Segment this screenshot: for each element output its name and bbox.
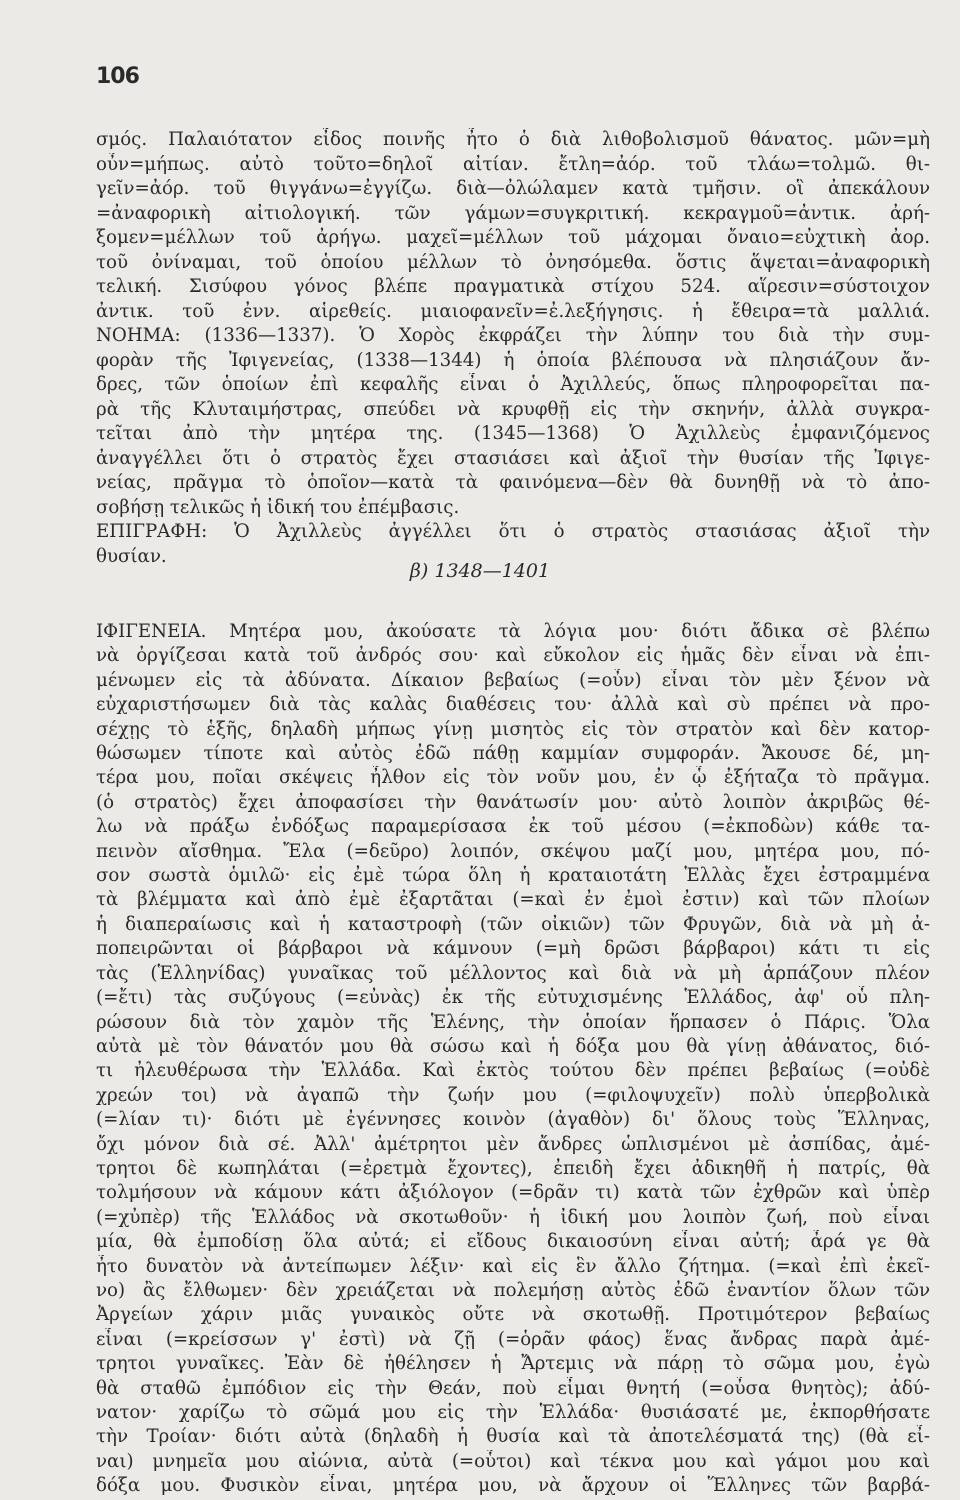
- commentary-line: σμός. Παλαιότατον εἶδος ποινῆς ἦτο ὁ διὰ λιθοβολισμοῦ θάνατος. μῶν=μὴ: [96, 129, 930, 150]
- translation-line: τολμήσουν νὰ κάμουν κάτι ἀξιόλογον (=δρᾶν τι) κατὰ τῶν ἐχθρῶν καὶ ὑπὲρ: [96, 1182, 930, 1204]
- translation-line: τέρα μου, ποῖαι σκέψεις ἦλθον εἰς τὸν νοῦν μου, ἐν ᾧ ἐξήταζα τὸ πρᾶγμα.: [96, 767, 930, 789]
- translation-line: θώσωμεν τίποτε καὶ αὐτὸς ἐδῶ πάθῃ καμμίαν συμφοράν. Ἄκουσε δέ, μη-: [96, 743, 930, 765]
- translation-line: (=ἔτι) τὰς συζύγους (=εὐνὰς) ἐκ τῆς εὐτυχισμένης Ἑλλάδος, ἀφ' οὗ πλη-: [96, 987, 930, 1009]
- commentary-line: τεῖται ἀπὸ τὴν μητέρα της. (1345—1368) Ὁ Ἀχιλλεὺς ἐμφανιζόμενος: [96, 423, 930, 444]
- translation-line: χρεών τοι) νὰ ἀγαπῶ τὴν ζωήν μου (=φιλοψυχεῖν) πολὺ ὑπερβολικὰ: [96, 1084, 930, 1106]
- translation-line: ποπειρῶνται οἱ βάρβαροι νὰ κάμνουν (=μὴ δρῶσι βάρβαροι) κάτι τι εἰς: [96, 938, 930, 960]
- translation-line: μία, θὰ ἐμποδίσῃ ὅλα αὐτά; εἰ εἴδους δικαιοσύνη εἶναι αὐτή; ἆρά γε θὰ: [96, 1231, 930, 1253]
- translation-line: εἶναι (=κρείσσων γ' ἐστὶ) νὰ ζῇ (=ὁρᾶν φάος) ἕνας ἄνδρας παρὰ ἀμέ-: [96, 1328, 930, 1350]
- commentary-block: [96, 128, 930, 569]
- translation-line: λω νὰ πράξω ἐνδόξως παραμερίσασα ἐκ τοῦ μέσου (=ἐκποδὼν) κάθε τα-: [96, 816, 930, 838]
- translation-line: τὴν Τροίαν· διότι αὐτὰ (δηλαδὴ ἡ θυσία καὶ τὰ ἀποτελέσματά της) (θὰ εἶ-: [96, 1426, 930, 1448]
- translation-line: δόξα μου. Φυσικὸν εἶναι, μητέρα μου, νὰ ἄρχουν οἱ Ἕλληνες τῶν βαρβά-: [96, 1475, 930, 1497]
- commentary-line: οὖν=μήπως. αὐτὸ τοῦτο=δηλοῖ αἰτίαν. ἔτλη=ἀόρ. τοῦ τλάω=τολμῶ. θι-: [96, 153, 930, 175]
- commentary-line: θυσίαν.: [96, 545, 167, 567]
- commentary-line: ρὰ τῆς Κλυταιμήστρας, σπεύδει νὰ κρυφθῇ εἰς τὴν σκηνήν, ἀλλὰ συγκρα-: [96, 398, 930, 420]
- commentary-line: σοβήσῃ τελικῶς ἡ ἰδική του ἐπέμβασις.: [96, 496, 460, 518]
- translation-line: πεινὸν αἴσθημα. Ἔλα (=δεῦρο) λοιπόν, σκέψου μαζί μου, μητέρα μου, πό-: [96, 840, 930, 862]
- translation-line: ρώσουν διὰ τὸν χαμὸν τῆς Ἑλένης, τὴν ὁποίαν ἥρπασεν ὁ Πάρις. Ὅλα: [96, 1011, 930, 1033]
- translation-line: θὰ σταθῶ ἐμπόδιον εἰς τὴν Θεάν, ποὺ εἶμαι θνητή (=οὖσα θνητὸς); ἀδύ-: [96, 1377, 930, 1399]
- translation-line: νο) ἂς ἔλθωμεν· δὲν χρειάζεται νὰ πολεμήσῃ αὐτὸς ἐδῶ ἐναντίον ὅλων τῶν: [96, 1279, 930, 1301]
- translation-line: ναι) μνημεῖα μου αἰώνια, αὐτὰ (=οὗτοι) καὶ τέκνα μου καὶ γάμοι μου καὶ: [96, 1450, 930, 1472]
- commentary-line: γεῖν=ἀόρ. τοῦ θιγγάνω=ἐγγίζω. διὰ—ὀλώλαμεν κατὰ τμῆσιν. οἳ ἀπεκάλουν: [96, 178, 930, 199]
- commentary-line: ΕΠΙΓΡΑΦΗ: Ὁ Ἀχιλλεὺς ἀγγέλλει ὅτι ὁ στρατὸς στασιάσας ἀξιοῖ τὴν: [96, 521, 930, 542]
- commentary-line: ἀντικ. τοῦ ἐνν. αἱρεθείς. μιαιοφανεῖν=ἐ.λεξήγησις. ἡ ἔθειρα=τὰ μαλλιά.: [96, 300, 930, 322]
- commentary-line: ἀναγγέλλει ὅτι ὁ στρατὸς ἔχει στασιάσει καὶ ἀξιοῖ τὴν θυσίαν τῆς Ἰφιγε-: [96, 447, 930, 469]
- translation-line: νὰ ὀργίζεσαι κατὰ τοῦ ἀνδρός σου· καὶ εὔκολον εἰς ἡμᾶς δὲν εἶναι νὰ ἐπι-: [96, 645, 930, 667]
- commentary-line: νείας, πρᾶγμα τὸ ὁποῖον—κατὰ τὰ φαινόμενα—δὲν θὰ δυνηθῇ νὰ τὸ ἀπο-: [96, 472, 930, 493]
- translation-line: σέχῃς τὸ ἑξῆς, δηλαδὴ μήπως γίνῃ μισητὸς εἰς τὸν στρατὸν καὶ δὲν κατορ-: [96, 718, 930, 740]
- translation-line: ἦτο δυνατὸν νὰ ἀντείπωμεν λέξιν· καὶ εἰς ἓν ἄλλο ζήτημα. (=καὶ ἐπὶ ἐκεῖ-: [96, 1255, 930, 1277]
- translation-line: τὰς (Ἑλληνίδας) γυναῖκας τοῦ μέλλοντος καὶ διὰ νὰ μὴ ἁρπάζουν πλέον: [96, 962, 930, 984]
- translation-line: Ἀργείων χάριν μιᾶς γυναικὸς οὔτε νὰ σκοτωθῇ. Προτιμότερον βεβαίως: [96, 1304, 930, 1326]
- commentary-line: ΝΟΗΜΑ: (1336—1337). Ὁ Χορὸς ἐκφράζει τὴν λύπην του διὰ τὴν συμ-: [96, 325, 930, 346]
- translation-line: τρητοι δὲ κωπηλάται (=ἐρετμὰ ἔχοντες), ἐπειδὴ ἔχει ἀδικηθῆ ἡ πατρίς, θὰ: [96, 1157, 930, 1179]
- commentary-line: τοῦ ὀνίναμαι, τοῦ ὁποίου μέλλων τὸ ὀνησόμεθα. ὅστις ἅψεται=ἀναφορικὴ: [96, 251, 930, 273]
- translation-line: νατον· χαρίζω τὸ σῶμά μου εἰς τὴν Ἑλλάδα· θυσιάσατέ με, ἐκπορθήσατε: [96, 1402, 930, 1423]
- translation-line: ὄχι μόνον διὰ σέ. Ἀλλ' ἀμέτρητοι μὲν ἄνδρες ὡπλισμένοι μὲ ἀσπίδας, ἀμέ-: [96, 1133, 930, 1155]
- commentary-line: ξομεν=μέλλων τοῦ ἀρήγω. μαχεῖ=μέλλων τοῦ μάχομαι ὄναιο=εὐχτικὴ ἀορ.: [96, 227, 930, 248]
- translation-line: (ὁ στρατὸς) ἔχει ἀποφασίσει τὴν θανάτωσίν μου· αὐτὸ λοιπὸν ἀκριβῶς θέ-: [96, 791, 930, 813]
- translation-line: (=λίαν τι)· διότι μὲ ἐγέννησες κοινὸν (ἀγαθὸν) δι' ὅλους τοὺς Ἕλληνας,: [96, 1109, 930, 1131]
- translation-line: μένωμεν εἰς τὰ ἀδύνατα. Δίκαιον βεβαίως (=οὖν) εἶναι τὸν μὲν ξένον νὰ: [96, 669, 930, 691]
- commentary-line: φορὰν τῆς Ἰφιγενείας, (1338—1344) ἡ ὁποία βλέπουσα νὰ πλησιάζουν ἄν-: [96, 349, 930, 371]
- translation-line: ἡ διαπεραίωσις καὶ ἡ καταστροφὴ (τῶν οἰκιῶν) τῶν Φρυγῶν, διὰ νὰ μὴ ἀ-: [96, 913, 930, 935]
- commentary-line: δρες, τῶν ὁποίων ἐπὶ κεφαλῆς εἶναι ὁ Ἀχιλλεύς, ὅπως πληροφορεῖται πα-: [96, 374, 930, 395]
- translation-block: [96, 620, 930, 1499]
- translation-line: σον σωστὰ ὁμιλῶ· εἰς ἐμὲ τώρα ὅλη ἡ κραταιοτάτη Ἑλλὰς ἔχει ἐστραμμένα: [96, 865, 930, 887]
- translation-line: τρητοι γυναῖκες. Ἐὰν δὲ ἠθέλησεν ἡ Ἄρτεμις νὰ πάρῃ τὸ σῶμα μου, ἐγὼ: [96, 1353, 930, 1375]
- page-number: 106: [96, 64, 139, 89]
- section-heading: β) 1348—1401: [409, 560, 551, 582]
- translation-line: τι ἠλευθέρωσα τὴν Ἑλλάδα. Καὶ ἐκτὸς τούτου δὲν πρέπει βεβαίως (=οὐδὲ: [96, 1060, 930, 1082]
- translation-line: αὐτὰ μὲ τὸν θάνατόν μου θὰ σώσω καὶ ἡ δόξα μου θὰ γίνῃ ἀθάνατος, διό-: [96, 1035, 930, 1057]
- translation-line: εὐχαριστήσωμεν διὰ τὰς καλὰς διαθέσεις του· ἀλλὰ καὶ σὺ πρέπει νὰ προ-: [96, 694, 930, 716]
- commentary-line: τελική. Σισύφου γόνος βλέπε πραγματικὰ στίχου 524. αἵρεσιν=σύστοιχον: [96, 276, 930, 297]
- translation-line: τὰ βλέμματα καὶ ἀπὸ ἐμὲ ἐξαρτᾶται (=καὶ ἐν ἐμοὶ ἐστιν) καὶ τῶν πλοίων: [96, 889, 930, 911]
- translation-line: (=χὐπὲρ) τῆς Ἑλλάδος νὰ σκοτωθοῦν· ἡ ἰδική μου λοιπὸν ζωή, ποὺ εἶναι: [96, 1206, 930, 1228]
- translation-line: ΙΦΙΓΕΝΕΙΑ. Μητέρα μου, ἀκούσατε τὰ λόγια μου· διότι ἄδικα σὲ βλέπω: [96, 621, 930, 642]
- commentary-line: =ἀναφορικὴ αἰτιολογική. τῶν γάμων=συγκριτική. κεκραγμοῦ=ἀντικ. ἀρή-: [96, 202, 930, 224]
